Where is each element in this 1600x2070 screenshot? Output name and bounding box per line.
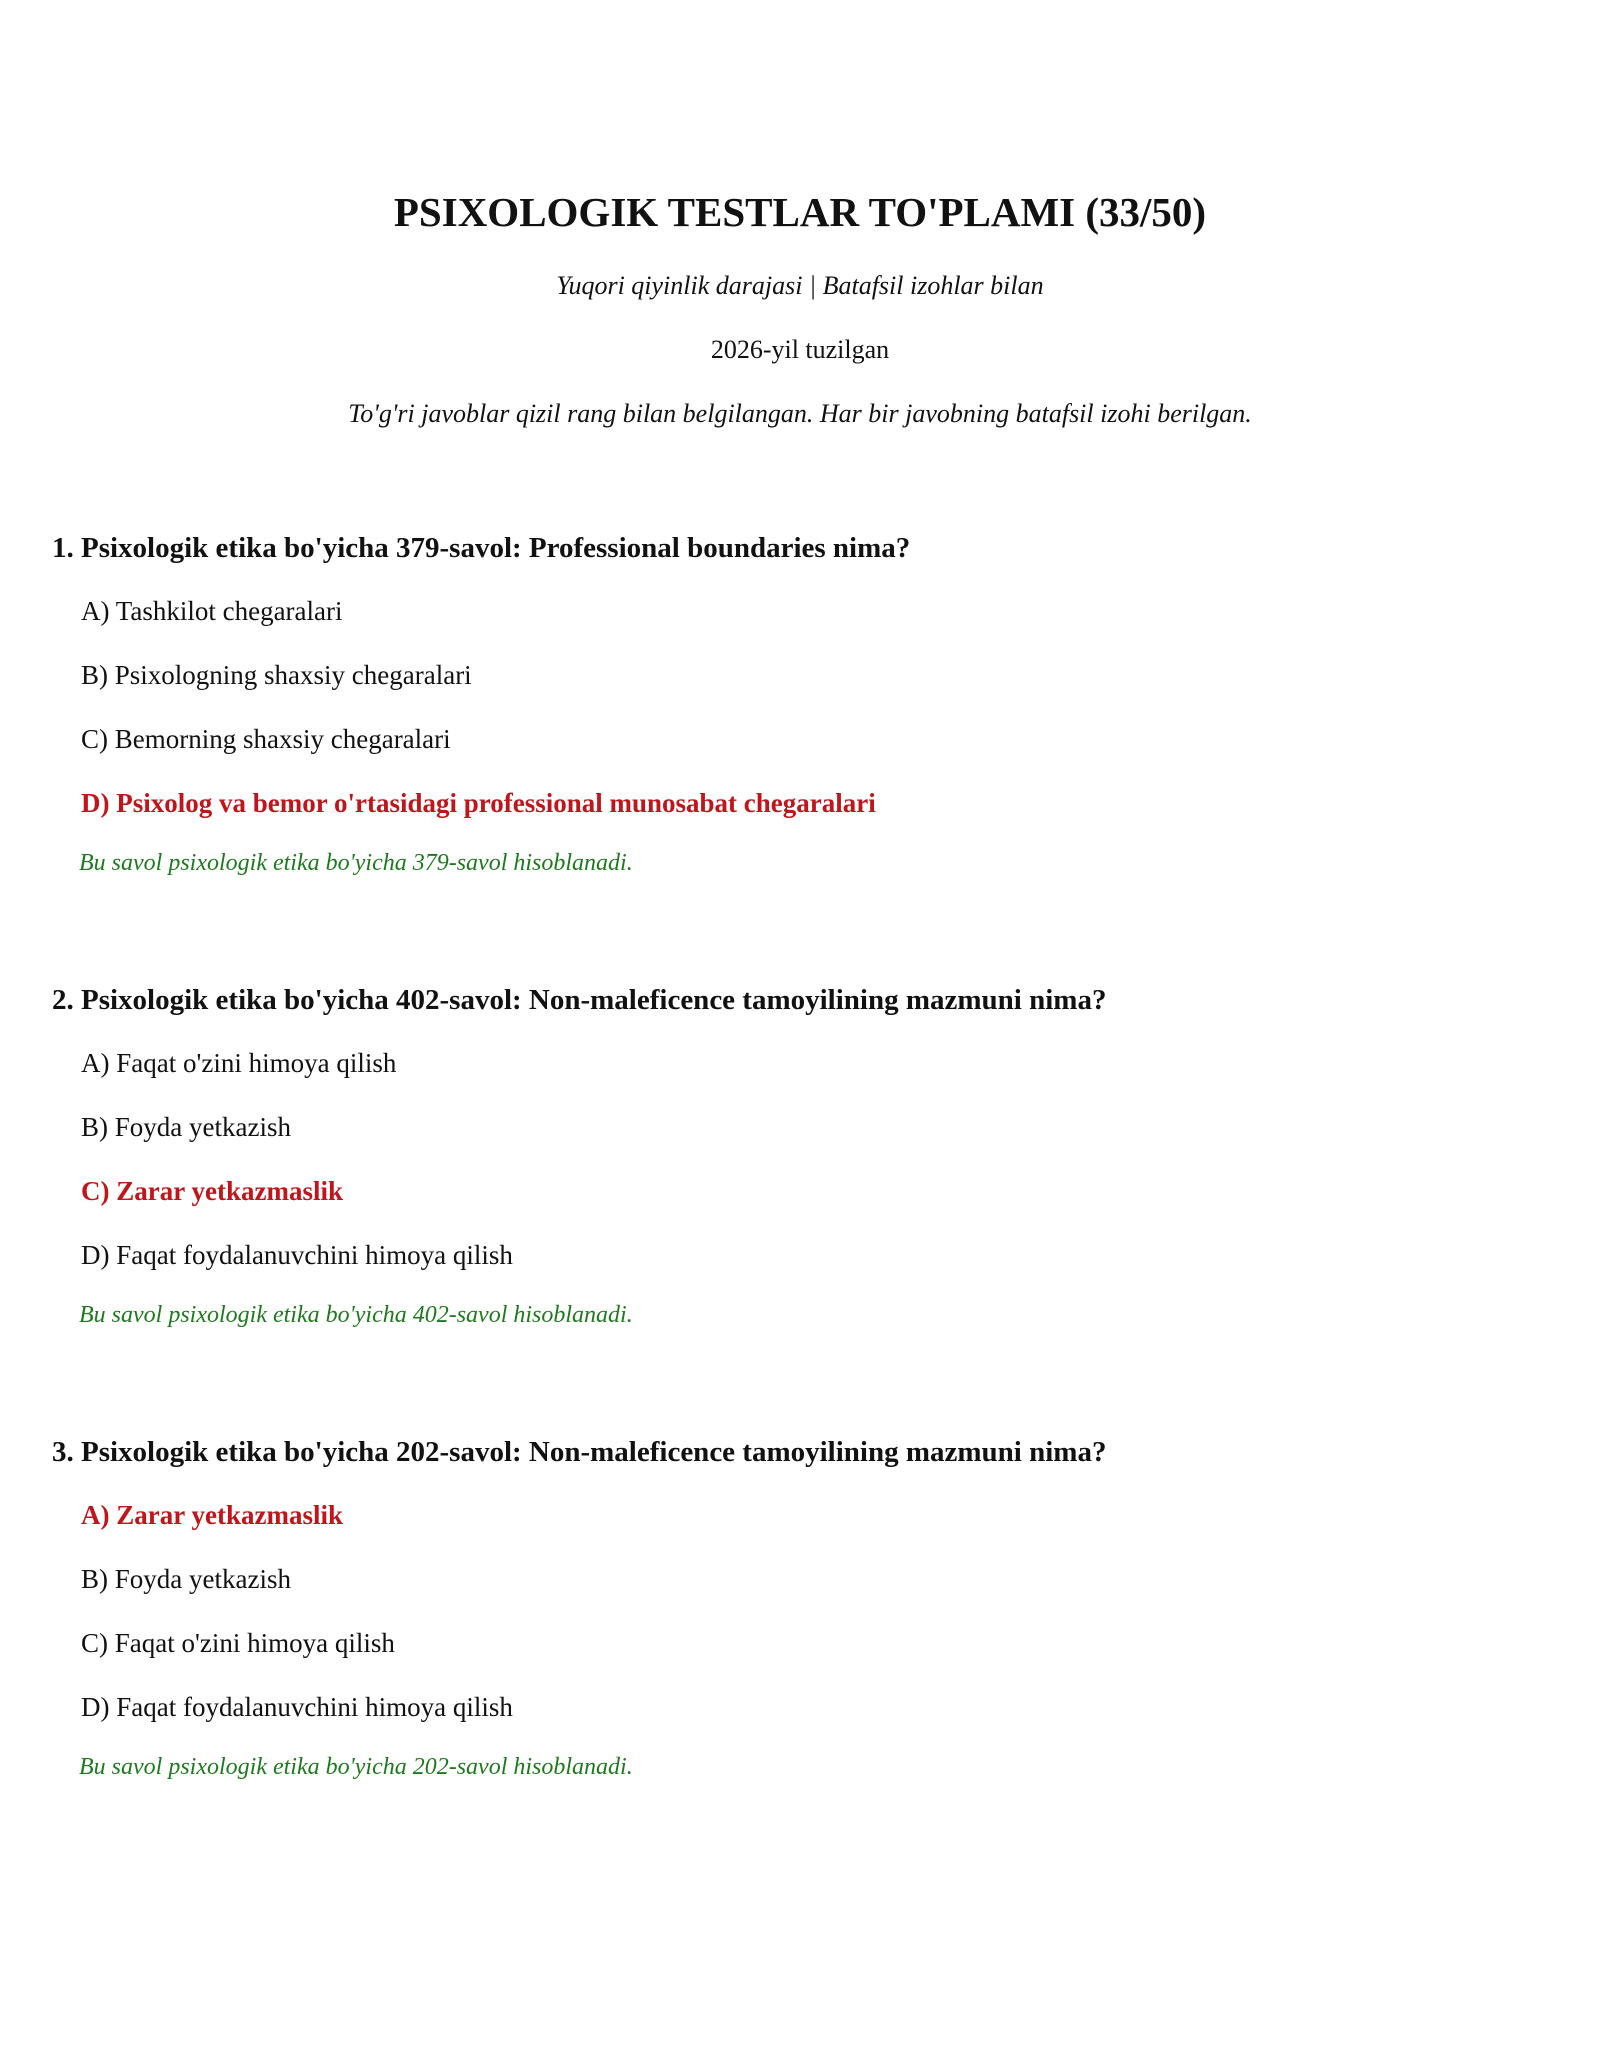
answer-option-a: A) Tashkilot chegaralari: [81, 596, 343, 626]
answer-option-c: C) Bemorning shaxsiy chegaralari: [81, 724, 451, 754]
answer-option-b: B) Foyda yetkazish: [81, 1564, 291, 1594]
answer-option-b: B) Psixologning shaxsiy chegaralari: [81, 660, 472, 690]
document-date: 2026-yil tuzilgan: [710, 335, 890, 364]
document-title: PSIXOLOGIK TESTLAR TO'PLAMI (33/50): [393, 189, 1207, 235]
answer-option-c: C) Faqat o'zini himoya qilish: [81, 1628, 395, 1658]
answer-option-d: D) Faqat foydalanuvchini himoya qilish: [81, 1240, 513, 1270]
question-block-3: [52, 1434, 1552, 1782]
question-text: 1. Psixologik etika bo'yicha 379-savol: Professional boundaries nima?: [52, 532, 911, 564]
answer-option-b: B) Foyda yetkazish: [81, 1112, 291, 1142]
question-block-1: [52, 530, 1552, 878]
answer-option-d-correct: D) Psixolog va bemor o'rtasidagi professional munosabat chegaralari: [81, 788, 876, 818]
answer-option-a: A) Faqat o'zini himoya qilish: [81, 1048, 397, 1078]
answer-explanation: Bu savol psixologik etika bo'yicha 202-savol hisoblanadi.: [79, 1754, 633, 1780]
answer-option-c-correct: C) Zarar yetkazmaslik: [81, 1176, 343, 1206]
question-text: 3. Psixologik etika bo'yicha 202-savol: Non-maleficence tamoyilining mazmuni nima?: [52, 1436, 1107, 1468]
document-note: To'g'ri javoblar qizil rang bilan belgilangan. Har bir javobning batafsil izohi berilgan.: [348, 399, 1252, 428]
answer-explanation: Bu savol psixologik etika bo'yicha 402-savol hisoblanadi.: [79, 1302, 633, 1328]
question-block-2: [52, 982, 1552, 1330]
answer-option-a-correct: A) Zarar yetkazmaslik: [81, 1500, 343, 1530]
document-subtitle: Yuqori qiyinlik darajasi | Batafsil izohlar bilan: [556, 271, 1044, 300]
answer-explanation: Bu savol psixologik etika bo'yicha 379-savol hisoblanadi.: [79, 850, 633, 876]
answer-option-d: D) Faqat foydalanuvchini himoya qilish: [81, 1692, 513, 1722]
question-text: 2. Psixologik etika bo'yicha 402-savol: Non-maleficence tamoyilining mazmuni nima?: [52, 984, 1107, 1016]
